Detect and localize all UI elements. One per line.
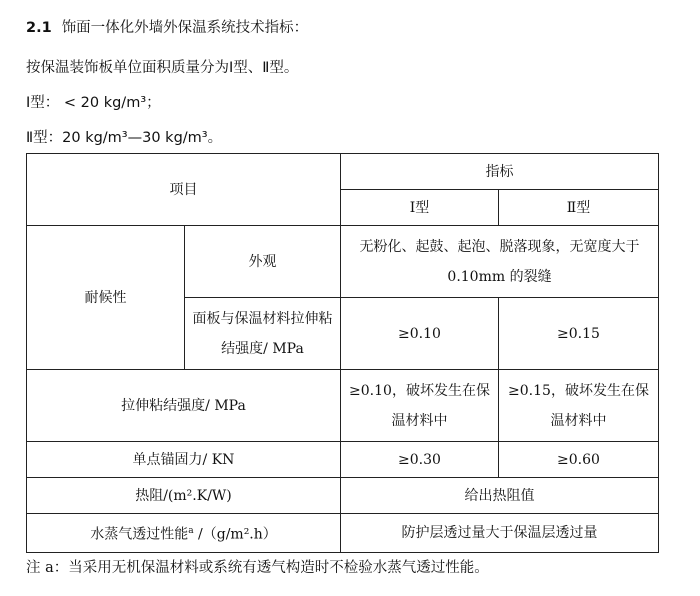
row-weather: 耐候性 — [27, 226, 185, 370]
anchor-type1: ≥0.30 — [341, 442, 499, 478]
row-panel-bond: 面板与保温材料拉伸粘结强度/ MPa — [185, 298, 341, 370]
appearance-value: 无粉化、起鼓、起泡、脱落现象，无宽度大于 0.10mm 的裂缝 — [341, 226, 659, 298]
tensile-type1: ≥0.10，破坏发生在保温材料中 — [341, 370, 499, 442]
panel-bond-type2: ≥0.15 — [499, 298, 659, 370]
type2-text: Ⅱ型：20 kg/m³—30 kg/m³。 — [26, 130, 223, 146]
vapor-label: 水蒸气透过性能 — [90, 526, 189, 543]
footnote: 注 a：当采用无机保温材料或系统有透气构造时不检验水蒸气透过性能。 — [26, 560, 489, 576]
panel-bond-type1: ≥0.10 — [341, 298, 499, 370]
header-item: 项目 — [27, 154, 341, 226]
header-type1: Ⅰ型 — [341, 190, 499, 226]
section-number: 2.1 — [26, 20, 52, 36]
row-appearance: 外观 — [185, 226, 341, 298]
type1-text: Ⅰ型： < 20 kg/m³； — [26, 95, 161, 111]
thermal-value: 给出热阻值 — [341, 478, 659, 514]
header-type2: Ⅱ型 — [499, 190, 659, 226]
section-title: 饰面一体化外墙外保温系统技术指标： — [61, 20, 309, 36]
header-index: 指标 — [341, 154, 659, 190]
vapor-unit: /（g/m².h） — [193, 526, 277, 543]
anchor-type2: ≥0.60 — [499, 442, 659, 478]
vapor-value: 防护层透过量大于保温层透过量 — [341, 514, 659, 553]
row-thermal: 热阻/(m².K/W) — [27, 478, 341, 514]
tensile-type2: ≥0.15，破坏发生在保温材料中 — [499, 370, 659, 442]
spec-table — [26, 153, 659, 553]
row-tensile: 拉伸粘结强度/ MPa — [27, 370, 341, 442]
section-heading — [26, 16, 308, 37]
row-anchor: 单点锚固力/ KN — [27, 442, 341, 478]
vapor-footnote-mark: a — [188, 526, 194, 536]
intro-text: 按保温装饰板单位面积质量分为Ⅰ型、Ⅱ型。 — [26, 60, 299, 76]
row-vapor — [27, 514, 341, 553]
